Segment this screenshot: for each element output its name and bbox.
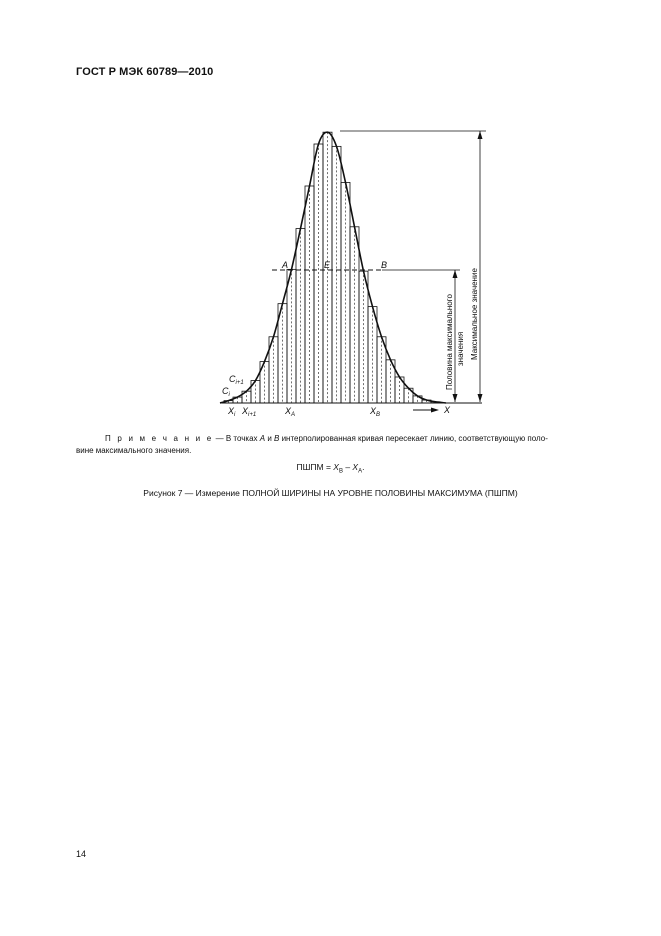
formula-xb: X bbox=[333, 462, 339, 472]
x-i-label: $X_i$ bbox=[228, 406, 236, 418]
note-text-line2: вине максимального значения. bbox=[76, 446, 192, 455]
point-a-label: A bbox=[282, 260, 289, 270]
note-point-b: В bbox=[274, 434, 280, 443]
note-dash: — bbox=[213, 434, 226, 443]
formula-xb-sub: B bbox=[338, 468, 343, 475]
figure-note bbox=[76, 433, 617, 457]
c-i-label: $C_i$ bbox=[222, 386, 230, 398]
x-b-label: $X_B$ bbox=[370, 406, 381, 418]
note-text-part1: В точках bbox=[225, 434, 260, 443]
x-a-label: $X_A$ bbox=[285, 406, 296, 418]
max-arrow-top bbox=[478, 131, 483, 139]
figure-caption bbox=[0, 488, 661, 498]
formula-end: . bbox=[362, 462, 365, 472]
formula-minus: – bbox=[342, 462, 353, 472]
half-max-arrow-bottom bbox=[453, 394, 458, 402]
fwhm-formula bbox=[0, 462, 661, 475]
note-label: П р и м е ч а н и е bbox=[105, 434, 214, 443]
c-i1-label: $C_{i+1}$ bbox=[229, 374, 244, 386]
max-value-label: Максимальное значение bbox=[470, 268, 479, 360]
page-number: 14 bbox=[76, 849, 87, 859]
formula-lhs: ПШПМ = bbox=[296, 462, 334, 472]
formula-xa-sub: A bbox=[358, 468, 363, 475]
half-max-label-line2: значения bbox=[456, 331, 465, 366]
note-point-a: А bbox=[259, 434, 266, 443]
interpolated-curve bbox=[220, 132, 446, 403]
half-max-label-line1: Половина максимального bbox=[445, 294, 454, 390]
document-header: ГОСТ Р МЭК 60789—2010 bbox=[76, 66, 214, 78]
histogram-bars bbox=[224, 132, 440, 403]
x-i1-label: $X_{i+1}$ bbox=[242, 406, 257, 418]
formula-xa: X bbox=[352, 462, 359, 472]
caption-prefix: Рисунок 7 — bbox=[143, 488, 196, 498]
point-e-label: E bbox=[324, 260, 331, 270]
x-axis-label: X bbox=[444, 405, 451, 415]
half-max-arrow-top bbox=[453, 270, 458, 278]
note-text-part2: интерполированная кривая пересекает линию, соответствующую поло- bbox=[279, 434, 548, 443]
max-arrow-bottom bbox=[478, 394, 483, 402]
note-text-and: и bbox=[265, 434, 275, 443]
point-b-label: B bbox=[381, 260, 388, 270]
x-direction-arrowhead bbox=[431, 408, 439, 413]
caption-text: Измерение ПОЛНОЙ ШИРИНЫ НА УРОВНЕ ПОЛОВИНЫ МАКСИМУМА (ПШПМ) bbox=[195, 488, 518, 498]
